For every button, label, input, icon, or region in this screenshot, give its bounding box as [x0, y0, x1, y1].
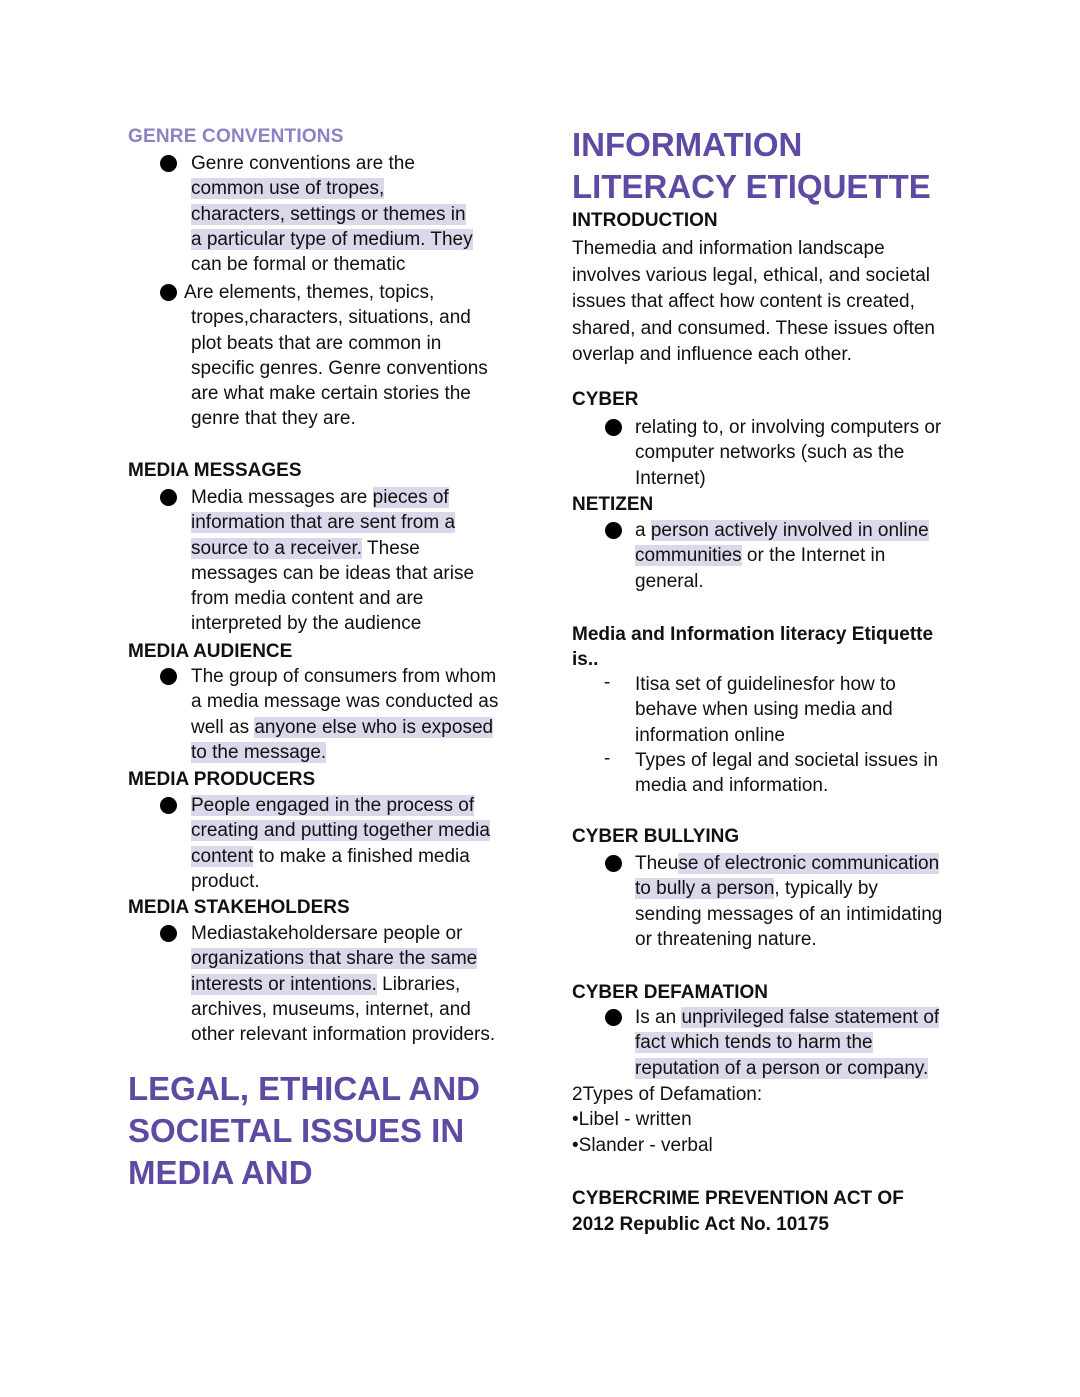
bullet-icon	[605, 855, 622, 872]
cyber-defamation-heading: CYBER DEFAMATION	[572, 982, 768, 1003]
information-literacy-title: INFORMATION LITERACY ETIQUETTE	[572, 126, 931, 205]
text-line	[635, 851, 972, 876]
text-span: to make a finished media	[253, 845, 470, 867]
text-span: product.	[191, 870, 260, 892]
text-line	[635, 1056, 972, 1081]
text-span: Is an	[635, 1007, 682, 1028]
text-line	[184, 280, 528, 305]
rich-lines	[191, 921, 528, 1047]
media-audience-heading: MEDIA AUDIENCE	[128, 641, 293, 662]
highlighted-text: pieces of	[372, 487, 449, 508]
text-line	[635, 1030, 972, 1055]
text-span: Genre conventions are the	[191, 153, 415, 174]
netizen-bullet	[572, 518, 972, 594]
dash-marker: -	[604, 672, 611, 693]
legal-ethical-title: LEGAL, ETHICAL AND SOCIETAL ISSUES IN MEDIA AND	[128, 1070, 480, 1191]
genre-conventions-heading: GENRE CONVENTIONS	[128, 126, 344, 147]
highlighted-text: a particular type of medium. They	[191, 228, 473, 250]
media-stakeholders-heading: MEDIA STAKEHOLDERS	[128, 897, 350, 918]
media-messages-heading: MEDIA MESSAGES	[128, 460, 302, 481]
cyber-bullet	[572, 415, 972, 491]
text-span: , typically by	[774, 878, 878, 900]
text-line	[191, 151, 528, 176]
text-span: Internet)	[635, 467, 706, 489]
highlighted-text: creating and putting together media	[191, 820, 490, 842]
highlighted-text: information that are sent from a	[191, 512, 456, 534]
cyber-bullying-bullet	[572, 851, 972, 952]
bullet-icon	[160, 284, 177, 301]
highlighted-text: organizations that share the same	[191, 948, 478, 970]
text-line	[184, 331, 528, 356]
text-span: relating to, or involving computers or	[635, 417, 942, 438]
text-line	[191, 997, 528, 1022]
text-line	[635, 876, 972, 901]
text-span: tropes,characters, situations, and	[191, 307, 471, 329]
highlighted-text: to bully a person	[635, 878, 775, 900]
text-line	[191, 510, 528, 535]
rich-lines	[635, 518, 972, 594]
text-line	[191, 176, 528, 201]
text-line	[191, 485, 528, 510]
text-span: a	[635, 520, 651, 541]
rich-lines	[635, 851, 972, 952]
text-line	[191, 844, 528, 869]
text-span: specific genres. Genre conventions	[191, 357, 488, 379]
highlighted-text: interests or intentions.	[191, 973, 377, 995]
introduction-heading: INTRODUCTION	[572, 210, 718, 231]
text-span: The group of consumers from whom	[191, 666, 497, 687]
rich-lines	[191, 664, 528, 765]
text-span: Media messages are	[191, 487, 373, 508]
text-line	[184, 381, 528, 406]
text-line	[635, 569, 972, 594]
text-line	[191, 611, 528, 636]
highlighted-text: common use of tropes,	[191, 178, 385, 200]
text-line	[191, 561, 528, 586]
text-line	[191, 818, 528, 843]
text-line	[191, 1022, 528, 1047]
highlighted-text: se of electronic communication	[678, 853, 940, 874]
text-span: from media content and are	[191, 588, 424, 610]
rich-lines	[191, 793, 528, 894]
dash-marker: -	[604, 748, 611, 769]
text-line	[184, 305, 528, 330]
text-line	[191, 689, 528, 714]
rich-lines	[184, 280, 528, 432]
text-span: a media message was conducted as	[191, 691, 499, 713]
text-span: well as	[191, 716, 255, 738]
text-line	[191, 740, 528, 765]
text-span: messages can be ideas that arise	[191, 562, 475, 584]
highlighted-text: People engaged in the process of	[191, 795, 475, 816]
text-line	[191, 793, 528, 818]
etiquette-heading: Media and Information literacy Etiquette is..	[572, 624, 934, 670]
genre-conventions-bullet-1	[128, 151, 528, 277]
highlighted-text: person actively involved in online	[650, 520, 929, 541]
highlighted-text: unprivileged false statement of	[681, 1007, 940, 1028]
etiquette-dash-item-1: - Itisa set of guidelinesfor how to behave when using media and information online	[604, 672, 896, 746]
highlighted-text: to the message.	[191, 741, 327, 763]
text-line	[635, 1005, 972, 1030]
genre-conventions-bullet-2	[128, 280, 528, 432]
highlighted-text: content	[191, 845, 254, 867]
bullet-icon	[160, 155, 177, 172]
media-stakeholders-bullet	[128, 921, 528, 1047]
rich-lines	[191, 151, 528, 277]
text-line	[191, 227, 528, 252]
text-line	[635, 415, 972, 440]
text-line	[191, 715, 528, 740]
cyber-bullying-heading: CYBER BULLYING	[572, 826, 740, 847]
media-audience-bullet	[128, 664, 528, 765]
text-line	[191, 946, 528, 971]
text-span: general.	[635, 570, 704, 592]
text-line	[191, 869, 528, 894]
text-line	[191, 586, 528, 611]
bullet-icon	[605, 1009, 622, 1026]
text-span: sending messages of an intimidating	[635, 903, 943, 925]
highlighted-text: communities	[635, 545, 742, 567]
text-span: archives, museums, internet, and	[191, 998, 471, 1020]
netizen-heading: NETIZEN	[572, 494, 654, 515]
highlighted-text: anyone else who is exposed	[254, 716, 494, 738]
text-span: or the Internet in	[741, 545, 886, 567]
text-line	[184, 356, 528, 381]
text-span: computer networks (such as the	[635, 442, 905, 464]
highlighted-text: fact which tends to harm the	[635, 1032, 873, 1054]
cyber-heading: CYBER	[572, 389, 639, 410]
media-producers-bullet	[128, 793, 528, 894]
bullet-icon	[160, 668, 177, 685]
text-line	[635, 440, 972, 465]
text-span: are what make certain stories the	[191, 383, 471, 405]
text-span: can be formal or thematic	[191, 254, 406, 276]
highlighted-text: source to a receiver.	[191, 537, 363, 559]
text-line	[191, 664, 528, 689]
bullet-icon	[160, 797, 177, 814]
media-producers-heading: MEDIA PRODUCERS	[128, 769, 316, 790]
text-line	[191, 921, 528, 946]
text-span: interpreted by the audience	[191, 613, 422, 635]
text-line	[635, 518, 972, 543]
text-span: or threatening nature.	[635, 928, 817, 950]
bullet-icon	[605, 522, 622, 539]
text-line	[191, 252, 528, 277]
cybercrime-act-heading: CYBERCRIME PREVENTION ACT OF 2012 Republic Act No. 10175	[572, 1188, 904, 1235]
text-line	[191, 536, 528, 561]
text-line	[184, 406, 528, 431]
rich-lines	[635, 1005, 972, 1081]
text-line	[191, 202, 528, 227]
text-span: Libraries,	[376, 973, 461, 995]
defamation-types: 2Types of Defamation: •Libel - written •Slander - verbal	[572, 1084, 763, 1156]
bullet-icon	[160, 489, 177, 506]
text-line	[635, 466, 972, 491]
highlighted-text: characters, settings or themes in	[191, 203, 466, 225]
text-span: Theu	[635, 853, 679, 874]
text-line	[635, 927, 972, 952]
rich-lines	[635, 415, 972, 491]
text-span: other relevant information providers.	[191, 1024, 496, 1046]
rich-lines	[191, 485, 528, 637]
text-line	[635, 902, 972, 927]
text-span: Are elements, themes, topics,	[184, 282, 435, 303]
text-span: Mediastakeholdersare people or	[191, 923, 463, 944]
bullet-icon	[160, 925, 177, 942]
highlighted-text: reputation of a person or company.	[635, 1057, 929, 1079]
text-span: genre that they are.	[191, 408, 356, 430]
bullet-icon	[605, 419, 622, 436]
media-messages-bullet	[128, 485, 528, 637]
cyber-defamation-bullet	[572, 1005, 972, 1081]
text-line	[191, 972, 528, 997]
text-span: These	[362, 537, 420, 559]
introduction-paragraph: Themedia and information landscape involves various legal, ethical, and societal issues that affect how content is created, shared, and consumed. These issues often overlap and influence each other.	[572, 238, 935, 365]
text-span: plot beats that are common in	[191, 332, 442, 354]
etiquette-dash-item-2: - Types of legal and societal issues in media and information.	[604, 748, 939, 797]
text-line	[635, 543, 972, 568]
